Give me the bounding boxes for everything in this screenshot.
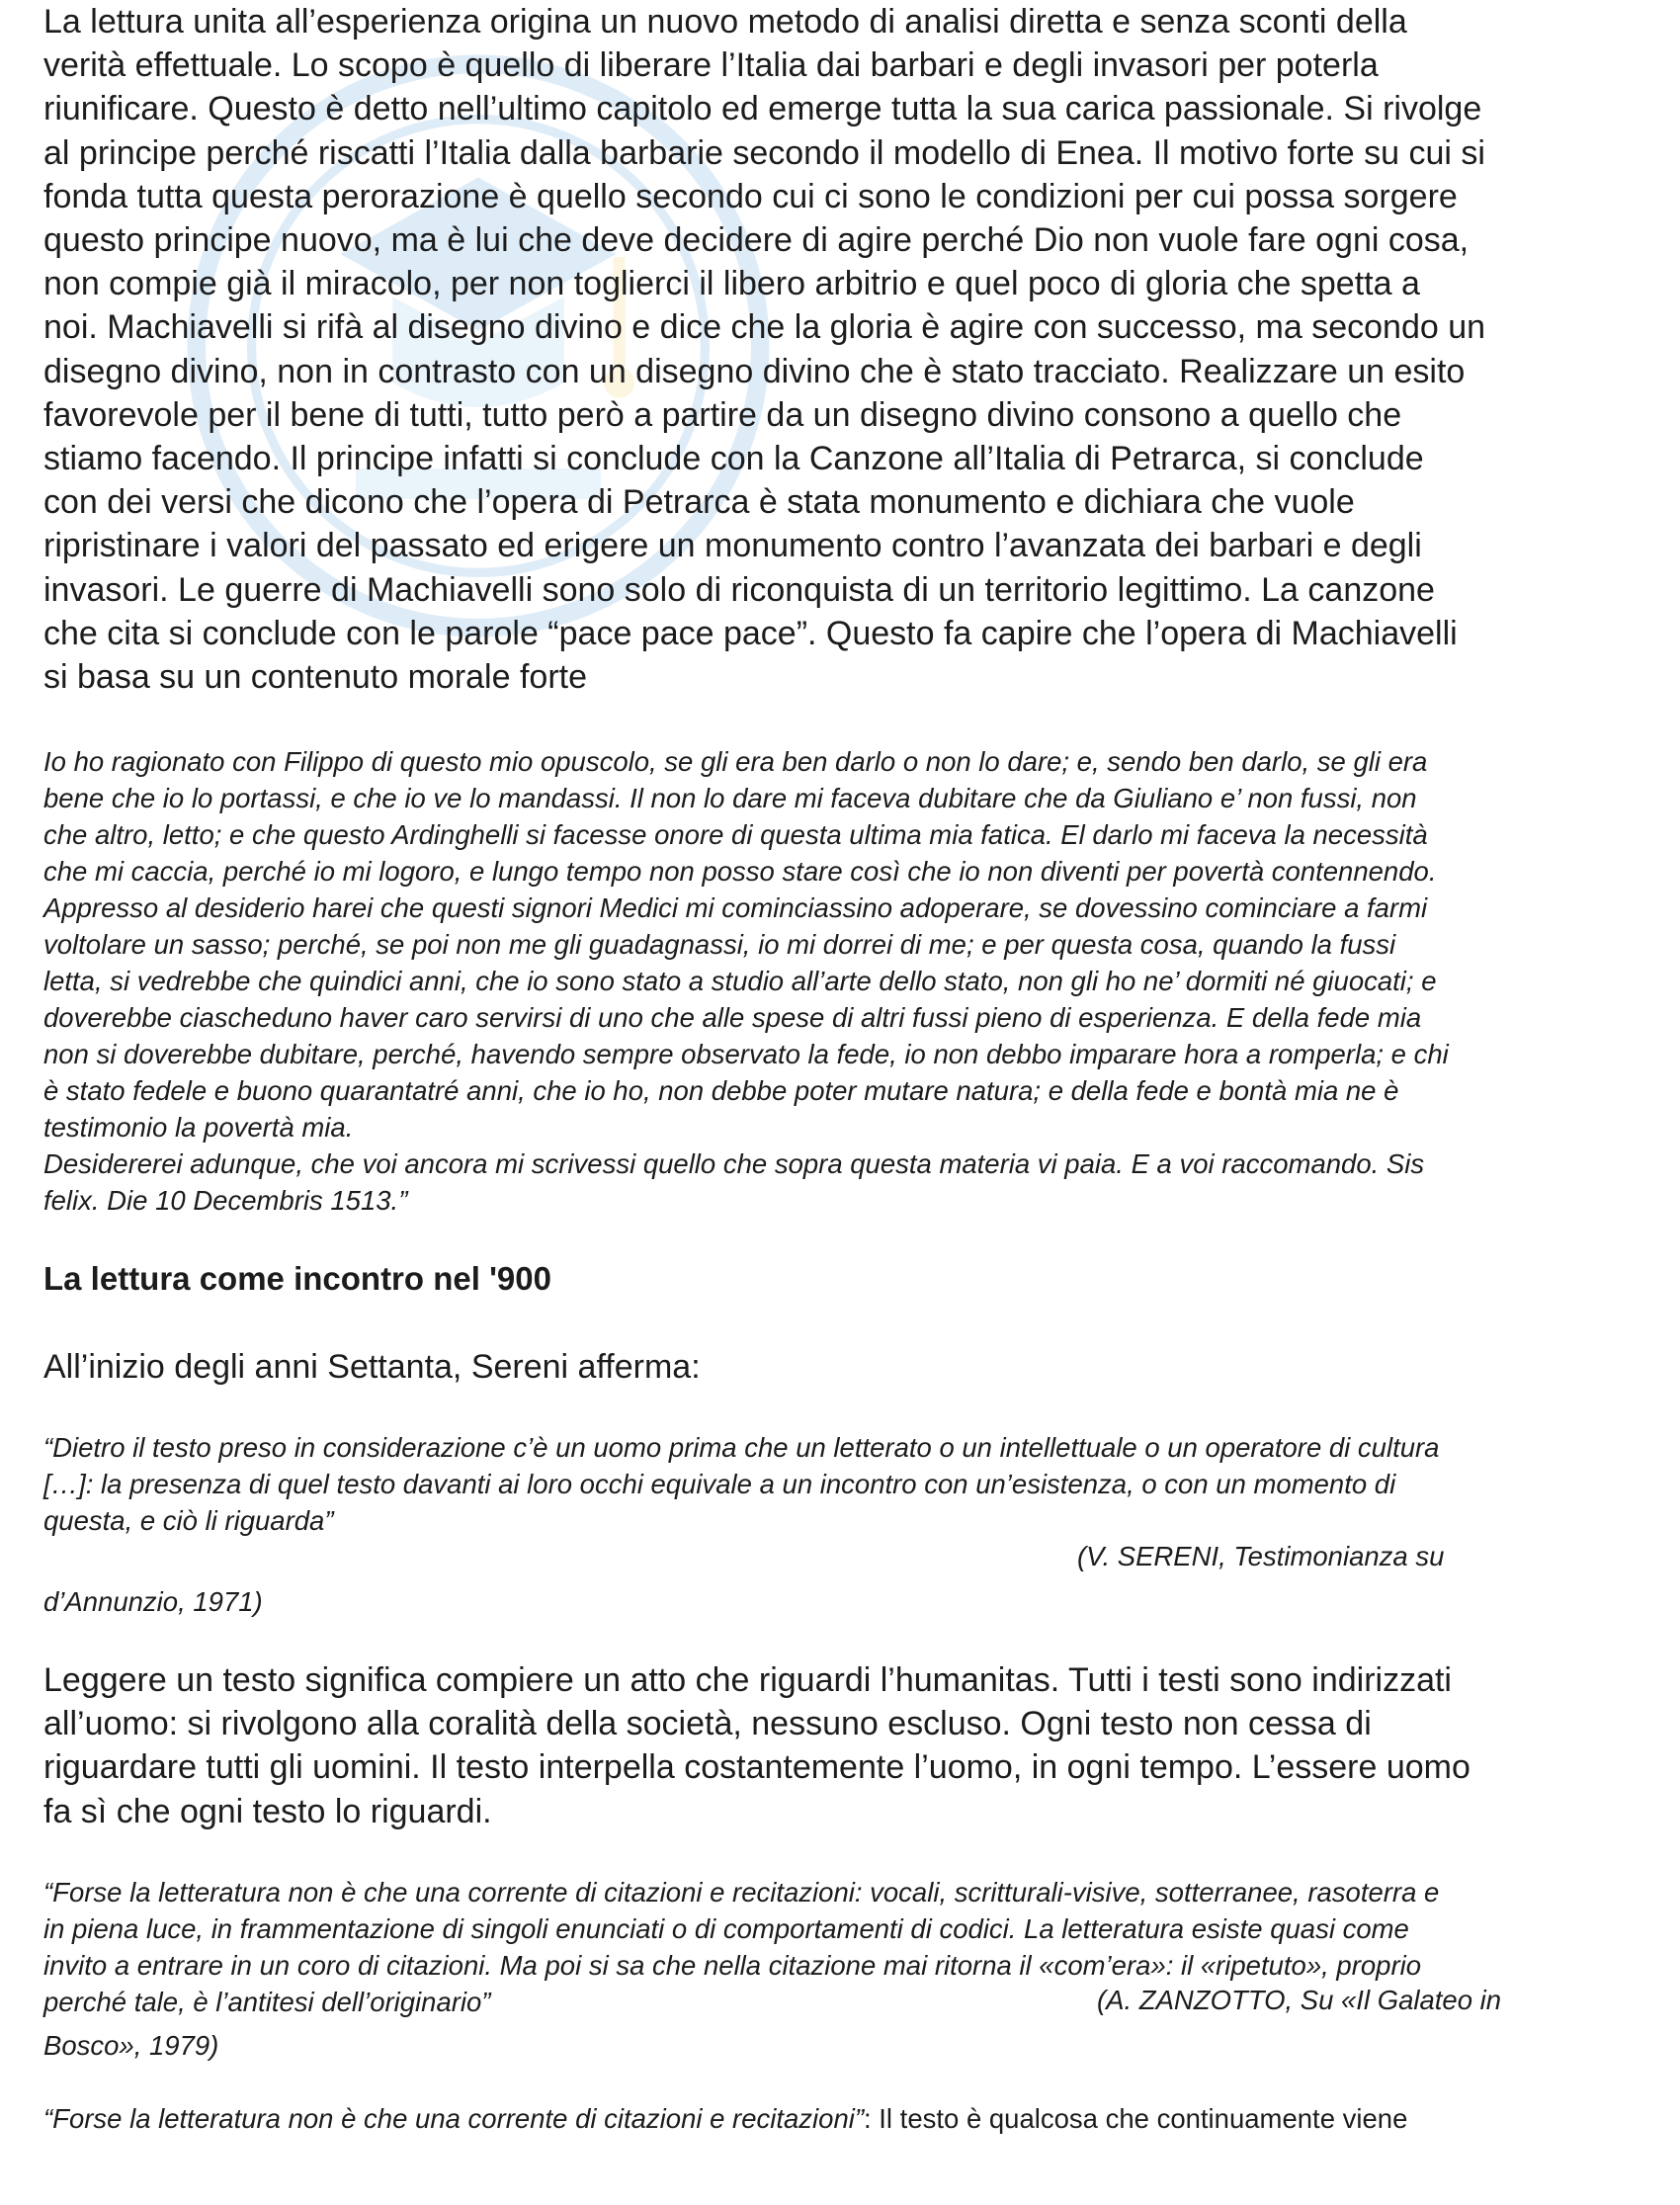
letter-quotation xyxy=(43,743,1644,1219)
text-line: è stato fedele e buono quarantatré anni, che io ho, non debbe poter mutare natura; e della fede e bontà mia ne è xyxy=(43,1075,1399,1106)
text-line: invito a entrare in un coro di citazioni. Ma poi si sa che nella citazione mai ritorna il «com’era»: il «ripetuto», proprio xyxy=(43,1950,1422,1981)
intro-line: All’inizio degli anni Settanta, Sereni afferma: xyxy=(43,1348,701,1386)
closing-quote: “Forse la letteratura non è che una corrente di citazioni e recitazioni” xyxy=(43,2103,865,2134)
text-line: testimonio la povertà mia. xyxy=(43,1112,354,1143)
text-line: riunificare. Questo è detto nell’ultimo capitolo ed emerge tutta la sua carica passionale. Si rivolge xyxy=(43,90,1482,128)
text-line: che mi caccia, perché io mi logoro, e lungo tempo non posso stare così che io non diventi per povertà contennendo. xyxy=(43,856,1437,887)
citation-zanzotto: (A. ZANZOTTO, Su «Il Galateo in xyxy=(1097,1985,1502,2015)
text-line: […]: la presenza di quel testo davanti ai loro occhi equivale a un incontro con un’esistenza, o con un momento di xyxy=(43,1469,1396,1499)
text-line: ripristinare i valori del passato ed erigere un monumento contro l’avanzata dei barbari e degli xyxy=(43,527,1422,565)
text-line: non si doverebbe dubitare, perché, havendo sempre observato la fede, io non debbo imparare hora a romperla; e chi xyxy=(43,1039,1449,1069)
text-line: che altro, letto; e che questo Ardinghelli si facesse onore di questa ultima mia fatica. El darlo mi faceva la necessità xyxy=(43,819,1428,850)
text-line: disegno divino, non in contrasto con un disegno divino che è stato tracciato. Realizzare un esito xyxy=(43,352,1466,390)
citation-sereni: (V. SERENI, Testimonianza su xyxy=(1077,1541,1445,1571)
text-line: favorevole per il bene di tutti, tutto però a partire da un disegno divino consono a quello che xyxy=(43,395,1402,434)
text-line: “Forse la letteratura non è che una corrente di citazioni e recitazioni: vocali, scritturali-visive, sotterranee, rasoterra e xyxy=(43,1877,1440,1908)
text-line: felix. Die 10 Decembris 1513.” xyxy=(43,1185,408,1216)
text-line: fonda tutta questa perorazione è quello secondo cui ci sono le condizioni per cui possa sorgere xyxy=(43,177,1458,215)
text-line: Io ho ragionato con Filippo di questo mio opuscolo, se gli era ben darlo o non lo dare; e, sendo ben darlo, se gli era xyxy=(43,746,1428,777)
text-line: con dei versi che dicono che l’opera di Petrarca è stata monumento e dichiara che vuole xyxy=(43,483,1355,522)
citation-zanzotto-cont: Bosco», 1979) xyxy=(43,2030,219,2061)
paragraph-humanitas xyxy=(43,1658,1644,1833)
text-line: “Dietro il testo preso in considerazione c’è un uomo prima che un letterato o un intellettuale o un operatore di cultura xyxy=(43,1432,1440,1463)
text-line: fa sì che ogni testo lo riguardi. xyxy=(43,1792,492,1830)
text-line: La lettura unita all’esperienza origina un nuovo metodo di analisi diretta e senza sconti della xyxy=(43,3,1407,41)
text-line: Desidererei adunque, che voi ancora mi scrivessi quello che sopra questa materia vi paia. E a voi raccomando. Sis xyxy=(43,1148,1425,1179)
text-line: all’uomo: si rivolgono alla coralità della società, nessuno escluso. Ogni testo non cessa di xyxy=(43,1705,1372,1743)
section-heading: La lettura come incontro nel '900 xyxy=(43,1260,551,1297)
paragraph-machiavelli xyxy=(43,0,1485,699)
text-line: letta, si vedrebbe che quindici anni, che io sono stato a studio all’arte dello stato, non gli ho ne’ dormiti né giuocati; e xyxy=(43,966,1437,996)
text-line: al principe perché riscatti l’Italia dalla barbarie secondo il modello di Enea. Il motivo forte su cui si xyxy=(43,133,1485,172)
text-line: voltolare un sasso; perché, se poi non me gli guadagnassi, io mi dorrei di me; e per questa cosa, quando la fussi xyxy=(43,929,1396,960)
text-line: doverebbe ciascheduno haver caro servirsi di uno che alle spese di altri fussi pieno di esperienza. E della fede mia xyxy=(43,1002,1422,1033)
text-line: si basa su un contenuto morale forte xyxy=(43,658,587,697)
text-line: in piena luce, in frammentazione di singoli enunciati o di comportamenti di codici. La letteratura esiste quasi come xyxy=(43,1913,1409,1944)
text-line: Leggere un testo significa compiere un atto che riguardi l’humanitas. Tutti i testi sono indirizzati xyxy=(43,1661,1452,1699)
text-line: bene che io lo portassi, e che io ve lo mandassi. Il non lo dare mi faceva dubitare che da Giuliano e’ non fussi, non xyxy=(43,783,1417,813)
text-line: riguardare tutti gli uomini. Il testo interpella costantemente l’uomo, in ogni tempo. L’essere uomo xyxy=(43,1748,1470,1787)
text-line: non compie già il miracolo, per non toglierci il libero arbitrio e quel poco di gloria che spetta a xyxy=(43,265,1420,303)
text-line: verità effettuale. Lo scopo è quello di liberare l’Italia dai barbari e degli invasori per poterla xyxy=(43,46,1379,85)
text-line: questa, e ciò li riguarda” xyxy=(43,1505,334,1536)
closing-text: : Il testo è qualcosa che continuamente viene xyxy=(864,2103,1408,2134)
citation-sereni-cont: d’Annunzio, 1971) xyxy=(43,1586,263,1617)
text-line: noi. Machiavelli si rifà al disegno divino e dice che la gloria è agire con successo, ma secondo un xyxy=(43,308,1486,347)
text-line: perché tale, è l’antitesi dell’originario” xyxy=(43,1987,491,2017)
text-line: invasori. Le guerre di Machiavelli sono solo di riconquista di un territorio legittimo. La canzone xyxy=(43,570,1435,609)
text-line: Appresso al desiderio harei che questi signori Medici mi cominciassino adoperare, se dovessino cominciare a farmi xyxy=(43,892,1428,923)
text-line: questo principe nuovo, ma è lui che deve decidere di agire perché Dio non vuole fare ogni cosa, xyxy=(43,221,1470,260)
text-line: che cita si conclude con le parole “pace pace pace”. Questo fa capire che l’opera di Machiavelli xyxy=(43,614,1458,652)
closing-line xyxy=(43,2100,1407,2137)
text-line: stiamo facendo. Il principe infatti si conclude con la Canzone all’Italia di Petrarca, si conclude xyxy=(43,440,1424,478)
quote-sereni xyxy=(43,1429,1635,1539)
